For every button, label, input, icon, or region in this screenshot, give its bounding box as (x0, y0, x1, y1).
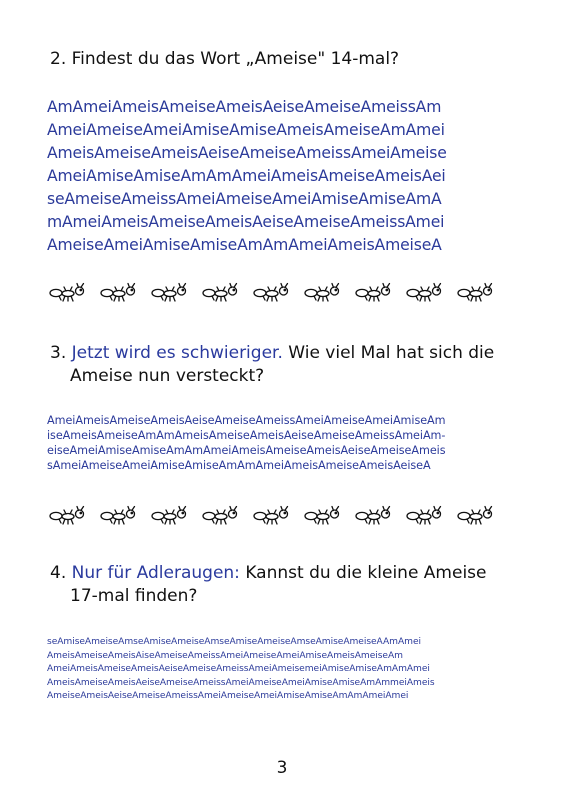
letter-grid-2 (47, 413, 446, 473)
ant-icon (354, 282, 396, 302)
page-number: 3 (276, 758, 288, 778)
ant-icon (201, 282, 243, 302)
grid-line: AmeisAmeiseAmeisAeiseAmeiseAmeissAmeiAmeise (47, 144, 447, 162)
letter-grid-3 (47, 636, 435, 704)
question-highlight: Nur für Adleraugen: (71, 563, 240, 583)
ant-icon (48, 505, 90, 525)
ant-icon (456, 505, 498, 525)
grid-line: AmeisAmeiseAmeisAiseAmeiseAmeissAmeiAmeiseAmeiAmiseAmeisAmeiseAm (47, 650, 403, 661)
question-text: Kannst du die kleine Ameise (245, 563, 487, 583)
grid-line: sAmeiAmeiseAmeiAmiseAmiseAmAmAmeiAmeisAmeiseAmeisAeiseA (47, 459, 431, 472)
question-text-line2: Ameise nun versteckt? (70, 366, 265, 386)
ant-icon (456, 282, 498, 302)
ant-icon (252, 282, 294, 302)
ant-icon (99, 505, 141, 525)
ant-icon (303, 505, 345, 525)
grid-line: AmeiAmeisAmeiseAmeisAeiseAmeiseAmeissAmeiAmeiseAmeiAmiseAm (47, 414, 446, 427)
grid-line: AmeiAmeisAmeiseAmeisAeiseAmeiseAmeissAmeiAmeisemeiAmiseAmiseAmAmAmei (47, 664, 430, 674)
ant-icon (354, 505, 396, 525)
question-3 (50, 342, 520, 388)
ant-row-1 (48, 282, 498, 302)
grid-line: AmeiAmeiseAmeiAmiseAmiseAmeisAmeiseAmAmei (47, 121, 445, 139)
grid-line: AmAmeiAmeisAmeiseAmeisAeiseAmeiseAmeissAm (47, 98, 442, 116)
question-text-line2: 17-mal finden? (70, 586, 198, 606)
grid-line: AmeisAmeiseAmeisAeiseAmeiseAmeissAmeiAmeiseAmeiAmiseAmiseAmAmmeiAmeis (47, 677, 435, 688)
grid-line: AmeiseAmeisAeiseAmeiseAmeissAmeiAmeiseAmeiAmiseAmiseAmAmAmeiAmei (47, 691, 409, 701)
grid-line: AmeiseAmeiAmiseAmiseAmAmAmeiAmeisAmeiseA (47, 236, 442, 254)
ant-icon (99, 282, 141, 302)
grid-line: AmeiAmiseAmiseAmAmAmeiAmeisAmeiseAmeisAei (47, 167, 446, 185)
ant-icon (405, 282, 447, 302)
ant-icon (150, 282, 192, 302)
question-number: 4. (50, 563, 67, 583)
question-2: 2. Findest du das Wort „Ameise" 14-mal? (50, 49, 400, 69)
grid-line: seAmeiseAmeissAmeiAmeiseAmeiAmiseAmiseAmA (47, 190, 442, 208)
ant-icon (150, 505, 192, 525)
ant-icon (48, 282, 90, 302)
grid-line: mAmeiAmeisAmeiseAmeisAeiseAmeiseAmeissAmei (47, 213, 445, 231)
ant-icon (303, 282, 345, 302)
grid-line: seAmiseAmeiseAmseAmiseAmeiseAmseAmiseAmeiseAmseAmiseAmeiseAAmAmei (47, 637, 421, 647)
question-text: Wie viel Mal hat sich die (288, 343, 495, 363)
ant-icon (201, 505, 243, 525)
ant-row-2 (48, 505, 498, 525)
ant-icon (252, 505, 294, 525)
grid-line: eiseAmeiAmiseAmiseAmAmAmeiAmeisAmeiseAmeisAeiseAmeiseAmeis (47, 444, 446, 457)
letter-grid-1 (47, 96, 447, 257)
grid-line: iseAmeisAmeiseAmAmAmeisAmeiseAmeisAeiseAmeiseAmeissAmeiAm- (47, 429, 446, 442)
question-number: 3. (50, 343, 67, 363)
question-4 (50, 562, 520, 608)
question-highlight: Jetzt wird es schwieriger. (71, 343, 283, 363)
ant-icon (405, 505, 447, 525)
